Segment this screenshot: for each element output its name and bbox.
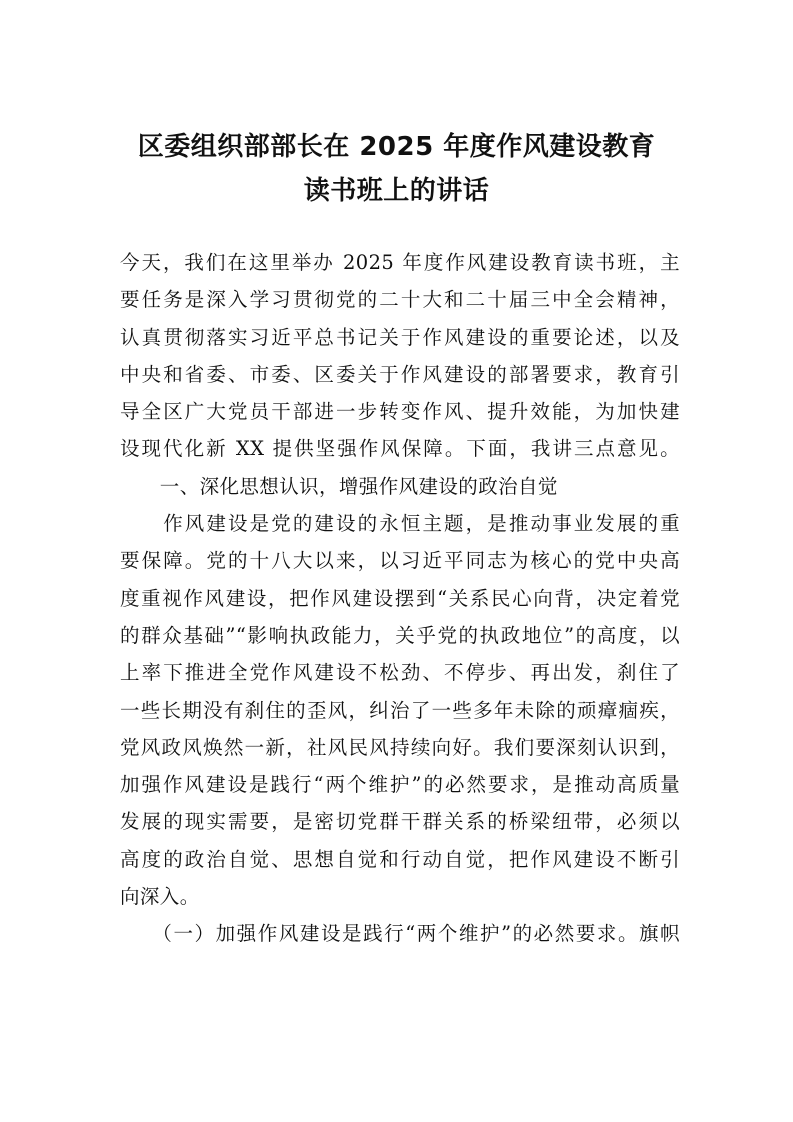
body-line: 的群众基础”“影响执政能力，关乎党的执政地位”的高度，以 — [120, 623, 680, 647]
body-line: 高度的政治自觉、思想自觉和行动自觉，把作风建设不断引 — [120, 847, 680, 871]
body-line: 党风政风焕然一新，社风民风持续向好。我们要深刻认识到， — [120, 735, 680, 759]
body-line: 认真贯彻落实习近平总书记关于作风建设的重要论述，以及 — [120, 325, 680, 349]
subsection-heading: （一）加强作风建设是践行“两个维护”的必然要求。旗帜 — [120, 922, 680, 946]
body-line: 一些长期没有刹住的歪风，纠治了一些多年未除的顽瘴痼疾， — [120, 698, 680, 722]
body-line: 要保障。党的十八大以来，以习近平同志为核心的党中央高 — [120, 549, 680, 573]
body-line: 今天，我们在这里举办 2025 年度作风建设教育读书班，主 — [120, 251, 680, 274]
body-line: 加强作风建设是践行“两个维护”的必然要求，是推动高质量 — [120, 773, 680, 797]
body-line: 要任务是深入学习贯彻党的二十大和二十届三中全会精神， — [120, 288, 680, 312]
body-line: 设现代化新 XX 提供坚强作风保障。下面，我讲三点意见。 — [120, 437, 680, 461]
body-line: 向深入。 — [120, 885, 200, 909]
body-line: 作风建设是党的建设的永恒主题，是推动事业发展的重 — [120, 512, 680, 536]
document-title-line-1: 区委组织部部长在 2025 年度作风建设教育 — [137, 132, 656, 162]
body-line: 中央和省委、市委、区委关于作风建设的部署要求，教育引 — [120, 362, 680, 386]
document-title-line-2: 读书班上的讲话 — [303, 176, 490, 206]
body-line: 导全区广大党员干部进一步转变作风、提升效能，为加快建 — [120, 400, 680, 424]
document-body — [120, 244, 680, 953]
section-heading: 一、深化思想认识，增强作风建设的政治自觉 — [120, 474, 558, 498]
body-line: 发展的现实需要，是密切党群干群关系的桥梁纽带，必须以 — [120, 810, 680, 834]
body-line: 度重视作风建设，把作风建设摆到“关系民心向背，决定着党 — [120, 586, 680, 610]
body-line: 上率下推进全党作风建设不松劲、不停步、再出发，刹住了 — [120, 661, 680, 685]
